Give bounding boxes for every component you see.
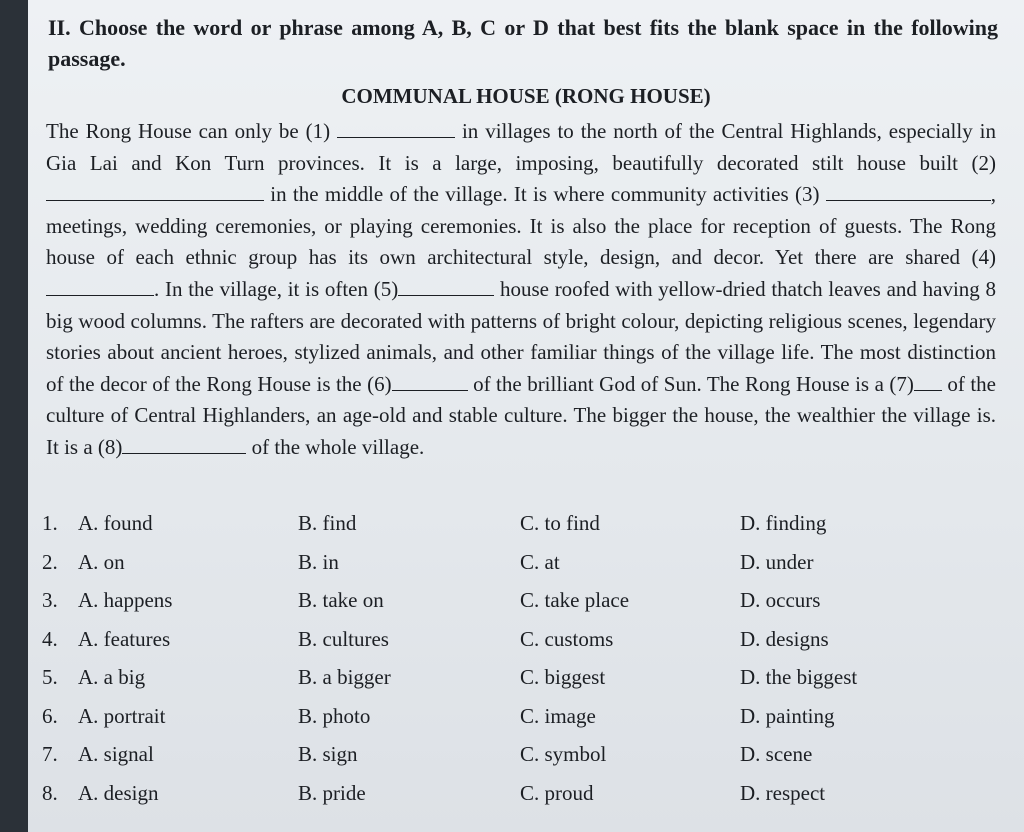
option-a: A. signal: [78, 742, 154, 766]
option-d: D. under: [740, 549, 814, 574]
blank-7: [914, 371, 942, 391]
worksheet-page: [28, 0, 1024, 832]
passage-title: COMMUNAL HOUSE (RONG HOUSE): [341, 84, 711, 108]
option-d: D. painting: [740, 703, 835, 728]
option-d: D. scene: [740, 742, 813, 766]
question-row: [42, 738, 1002, 777]
passage-segment: in the middle of the village. It is where community activities (3): [264, 182, 826, 207]
passage-text: [46, 116, 996, 464]
answer-options: [42, 507, 1002, 815]
option-b: B. in: [298, 549, 339, 574]
passage-segment: of the brilliant God of Sun. The Rong House is a (7): [467, 371, 914, 396]
question-number: 6.: [42, 703, 58, 728]
question-row: [42, 546, 1002, 585]
question-row: [42, 700, 1002, 739]
blank-6: [392, 371, 468, 391]
option-c: C. symbol: [520, 742, 607, 766]
option-a: A. a big: [78, 665, 146, 689]
blank-8: [122, 434, 246, 454]
option-d: D. finding: [740, 511, 827, 535]
option-c: C. proud: [520, 780, 594, 805]
option-a: A. features: [78, 626, 171, 651]
option-d: D. the biggest: [740, 665, 858, 689]
option-a: A. on: [78, 549, 125, 574]
blank-5: [398, 276, 494, 296]
question-number: 8.: [42, 780, 58, 805]
option-b: B. sign: [298, 742, 358, 766]
option-d: D. respect: [740, 780, 826, 805]
option-a: A. portrait: [78, 703, 166, 728]
passage-segment: of the whole village.: [246, 434, 425, 459]
option-b: B. take on: [298, 588, 384, 612]
passage-segment: in villages to the north of the Central Highlands, especially in Gia Lai and Kon Turn provinces. It is a large, imposing, beautifully decorated stilt house built (2): [46, 119, 996, 175]
blank-1: [337, 118, 455, 138]
option-c: C. image: [520, 703, 596, 728]
passage-segment: . In the village, it is often (5): [154, 276, 399, 301]
option-d: D. designs: [740, 626, 829, 651]
question-number: 2.: [42, 549, 58, 574]
blank-3: [826, 181, 991, 201]
option-c: C. at: [520, 549, 560, 574]
passage-segment: , meetings, wedding ceremonies, or playing ceremonies. It is also the place for reception of guests. The Rong house of each ethnic group has its own architectural style, design, and decor. Yet there are shared (4): [46, 182, 996, 270]
blank-4: [46, 276, 154, 296]
question-row: [42, 777, 1002, 816]
question-number: 4.: [42, 626, 58, 651]
question-number: 3.: [42, 588, 58, 612]
option-a: A. design: [78, 780, 159, 805]
option-c: C. take place: [520, 588, 630, 612]
section-instruction: II. Choose the word or phrase among A, B, C or D that best fits the blank space in the following passage.: [48, 15, 998, 71]
passage-segment: of the culture of Central Highlanders, an age-old and stable culture. The bigger the house, the wealthier the village is. It is a (8): [46, 371, 996, 459]
question-row: [42, 661, 1002, 700]
question-row: [42, 623, 1002, 662]
question-number: 7.: [42, 742, 58, 766]
question-number: 5.: [42, 665, 58, 689]
option-b: B. photo: [298, 703, 371, 728]
question-number: 1.: [42, 511, 58, 535]
question-row: [42, 507, 1002, 546]
question-row: [42, 584, 1002, 623]
blank-2: [46, 181, 264, 201]
option-d: D. occurs: [740, 588, 821, 612]
option-b: B. pride: [298, 780, 366, 805]
passage-segment: The Rong House can only be (1): [46, 119, 338, 143]
option-c: C. biggest: [520, 665, 606, 689]
option-a: A. happens: [78, 588, 173, 612]
option-b: B. find: [298, 511, 357, 535]
option-a: A. found: [78, 511, 153, 535]
option-b: B. a bigger: [298, 665, 391, 689]
option-c: C. to find: [520, 511, 600, 535]
passage-segment: house roofed with yellow-dried thatch leaves and having 8 big wood columns. The rafters are decorated with patterns of bright colour, depicting religious scenes, legendary stories about ancient heroes, stylized animals, and other familiar things of the village life. The most distinction of the decor of the Rong House is the (6): [46, 276, 997, 396]
option-c: C. customs: [520, 626, 614, 651]
option-b: B. cultures: [298, 626, 389, 651]
